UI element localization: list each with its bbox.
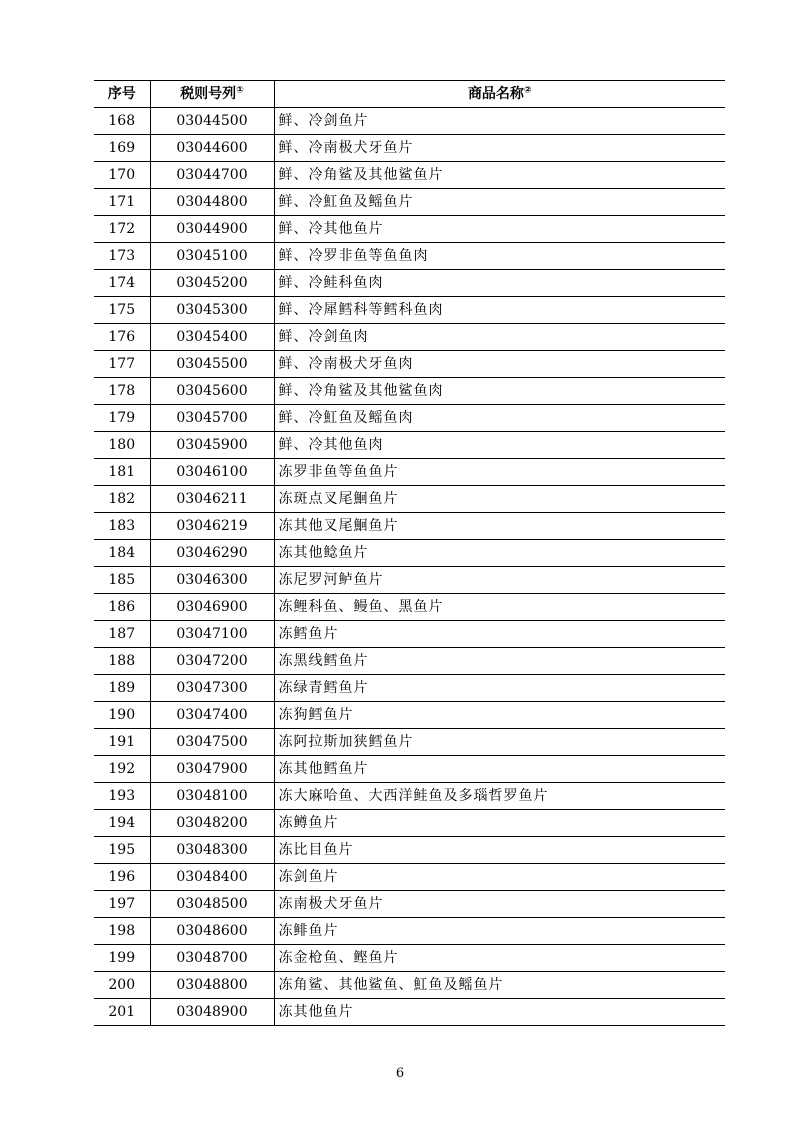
row-seq: 172 <box>94 216 150 243</box>
row-seq: 185 <box>94 567 150 594</box>
table-row <box>94 702 725 729</box>
row-product-name: 冻角鲨、其他鲨鱼、魟鱼及鳐鱼片 <box>274 972 725 999</box>
row-product-name: 冻金枪鱼、鲣鱼片 <box>274 945 725 972</box>
row-tariff-code: 03048700 <box>150 945 274 972</box>
header-seq-label: 序号 <box>107 86 136 102</box>
header-name <box>274 81 725 108</box>
row-tariff-code: 03048800 <box>150 972 274 999</box>
row-tariff-code: 03047400 <box>150 702 274 729</box>
row-product-name: 鲜、冷魟鱼及鳐鱼片 <box>274 189 725 216</box>
row-product-name: 冻绿青鳕鱼片 <box>274 675 725 702</box>
row-product-name: 鲜、冷鲑科鱼肉 <box>274 270 725 297</box>
row-seq: 176 <box>94 324 150 351</box>
table-row <box>94 297 725 324</box>
tariff-table <box>94 80 725 1026</box>
table-row <box>94 108 725 135</box>
row-tariff-code: 03048200 <box>150 810 274 837</box>
row-product-name: 冻斑点叉尾鮰鱼片 <box>274 486 725 513</box>
table-row <box>94 486 725 513</box>
row-seq: 181 <box>94 459 150 486</box>
row-tariff-code: 03045900 <box>150 432 274 459</box>
table-row <box>94 459 725 486</box>
row-seq: 178 <box>94 378 150 405</box>
row-tariff-code: 03048400 <box>150 864 274 891</box>
row-tariff-code: 03047300 <box>150 675 274 702</box>
row-tariff-code: 03044600 <box>150 135 274 162</box>
table-row <box>94 864 725 891</box>
row-seq: 173 <box>94 243 150 270</box>
row-product-name: 冻尼罗河鲈鱼片 <box>274 567 725 594</box>
row-product-name: 冻鲤科鱼、鳗鱼、黑鱼片 <box>274 594 725 621</box>
row-tariff-code: 03045600 <box>150 378 274 405</box>
row-product-name: 鲜、冷南极犬牙鱼片 <box>274 135 725 162</box>
table-row <box>94 135 725 162</box>
row-seq: 187 <box>94 621 150 648</box>
row-product-name: 鲜、冷其他鱼肉 <box>274 432 725 459</box>
row-product-name: 冻鲱鱼片 <box>274 918 725 945</box>
row-seq: 171 <box>94 189 150 216</box>
row-tariff-code: 03045200 <box>150 270 274 297</box>
table-row <box>94 513 725 540</box>
row-product-name: 鲜、冷罗非鱼等鱼鱼肉 <box>274 243 725 270</box>
table-header <box>94 81 725 108</box>
table-row <box>94 594 725 621</box>
table-row <box>94 729 725 756</box>
row-tariff-code: 03047100 <box>150 621 274 648</box>
row-seq: 179 <box>94 405 150 432</box>
row-product-name: 冻罗非鱼等鱼鱼片 <box>274 459 725 486</box>
row-tariff-code: 03048500 <box>150 891 274 918</box>
row-product-name: 冻其他鲶鱼片 <box>274 540 725 567</box>
row-tariff-code: 03047500 <box>150 729 274 756</box>
row-product-name: 冻大麻哈鱼、大西洋鲑鱼及多瑙哲罗鱼片 <box>274 783 725 810</box>
row-tariff-code: 03045300 <box>150 297 274 324</box>
table-row <box>94 891 725 918</box>
row-tariff-code: 03048300 <box>150 837 274 864</box>
row-seq: 201 <box>94 999 150 1026</box>
row-product-name: 冻比目鱼片 <box>274 837 725 864</box>
row-product-name: 冻其他叉尾鮰鱼片 <box>274 513 725 540</box>
table-row <box>94 324 725 351</box>
row-product-name: 冻阿拉斯加狭鳕鱼片 <box>274 729 725 756</box>
row-seq: 169 <box>94 135 150 162</box>
row-product-name: 冻其他鱼片 <box>274 999 725 1026</box>
table-row <box>94 405 725 432</box>
row-tariff-code: 03048100 <box>150 783 274 810</box>
row-seq: 199 <box>94 945 150 972</box>
table-row <box>94 999 725 1026</box>
row-seq: 190 <box>94 702 150 729</box>
header-code-label: 税则号列 <box>180 86 237 102</box>
header-name-label: 商品名称 <box>467 86 524 102</box>
row-product-name: 鲜、冷剑鱼肉 <box>274 324 725 351</box>
row-tariff-code: 03045400 <box>150 324 274 351</box>
row-tariff-code: 03044800 <box>150 189 274 216</box>
row-product-name: 鲜、冷角鲨及其他鲨鱼片 <box>274 162 725 189</box>
row-product-name: 鲜、冷剑鱼片 <box>274 108 725 135</box>
row-seq: 192 <box>94 756 150 783</box>
row-tariff-code: 03048600 <box>150 918 274 945</box>
row-product-name: 冻鳟鱼片 <box>274 810 725 837</box>
table-row <box>94 756 725 783</box>
header-code-footnote: ① <box>236 85 244 96</box>
table-row <box>94 621 725 648</box>
row-product-name: 鲜、冷角鲨及其他鲨鱼肉 <box>274 378 725 405</box>
table-row <box>94 837 725 864</box>
row-tariff-code: 03046900 <box>150 594 274 621</box>
row-tariff-code: 03045700 <box>150 405 274 432</box>
header-name-footnote: ② <box>523 85 532 96</box>
table-row <box>94 648 725 675</box>
row-tariff-code: 03045500 <box>150 351 274 378</box>
row-tariff-code: 03047200 <box>150 648 274 675</box>
row-seq: 183 <box>94 513 150 540</box>
table-row <box>94 432 725 459</box>
row-product-name: 冻剑鱼片 <box>274 864 725 891</box>
row-tariff-code: 03048900 <box>150 999 274 1026</box>
table-row <box>94 189 725 216</box>
row-product-name: 鲜、冷魟鱼及鳐鱼肉 <box>274 405 725 432</box>
table-row <box>94 945 725 972</box>
row-seq: 194 <box>94 810 150 837</box>
row-seq: 168 <box>94 108 150 135</box>
row-seq: 182 <box>94 486 150 513</box>
row-tariff-code: 03046100 <box>150 459 274 486</box>
row-seq: 184 <box>94 540 150 567</box>
row-seq: 200 <box>94 972 150 999</box>
row-product-name: 冻南极犬牙鱼片 <box>274 891 725 918</box>
row-seq: 189 <box>94 675 150 702</box>
header-seq <box>94 81 150 108</box>
table-row <box>94 810 725 837</box>
row-product-name: 冻其他鳕鱼片 <box>274 756 725 783</box>
row-product-name: 冻鳕鱼片 <box>274 621 725 648</box>
row-seq: 175 <box>94 297 150 324</box>
row-product-name: 冻黑线鳕鱼片 <box>274 648 725 675</box>
header-code <box>150 81 274 108</box>
table-row <box>94 675 725 702</box>
table-row <box>94 162 725 189</box>
table-row <box>94 918 725 945</box>
row-seq: 174 <box>94 270 150 297</box>
row-tariff-code: 03045100 <box>150 243 274 270</box>
row-tariff-code: 03046300 <box>150 567 274 594</box>
table-row <box>94 216 725 243</box>
header-row <box>94 81 725 108</box>
table-row <box>94 243 725 270</box>
row-tariff-code: 03046219 <box>150 513 274 540</box>
row-tariff-code: 03047900 <box>150 756 274 783</box>
row-seq: 193 <box>94 783 150 810</box>
row-product-name: 冻狗鳕鱼片 <box>274 702 725 729</box>
row-tariff-code: 03044700 <box>150 162 274 189</box>
row-seq: 188 <box>94 648 150 675</box>
table-row <box>94 783 725 810</box>
row-tariff-code: 03046290 <box>150 540 274 567</box>
row-tariff-code: 03044500 <box>150 108 274 135</box>
table-row <box>94 540 725 567</box>
table-row <box>94 270 725 297</box>
row-seq: 196 <box>94 864 150 891</box>
row-seq: 170 <box>94 162 150 189</box>
row-tariff-code: 03044900 <box>150 216 274 243</box>
table-row <box>94 567 725 594</box>
row-product-name: 鲜、冷其他鱼片 <box>274 216 725 243</box>
row-seq: 195 <box>94 837 150 864</box>
row-seq: 197 <box>94 891 150 918</box>
page-number: 6 <box>395 1066 405 1081</box>
table-body <box>94 108 725 1026</box>
row-product-name: 鲜、冷犀鳕科等鳕科鱼肉 <box>274 297 725 324</box>
row-seq: 177 <box>94 351 150 378</box>
table-row <box>94 351 725 378</box>
row-product-name: 鲜、冷南极犬牙鱼肉 <box>274 351 725 378</box>
row-tariff-code: 03046211 <box>150 486 274 513</box>
table-row <box>94 972 725 999</box>
row-seq: 180 <box>94 432 150 459</box>
row-seq: 186 <box>94 594 150 621</box>
row-seq: 191 <box>94 729 150 756</box>
row-seq: 198 <box>94 918 150 945</box>
table-row <box>94 378 725 405</box>
